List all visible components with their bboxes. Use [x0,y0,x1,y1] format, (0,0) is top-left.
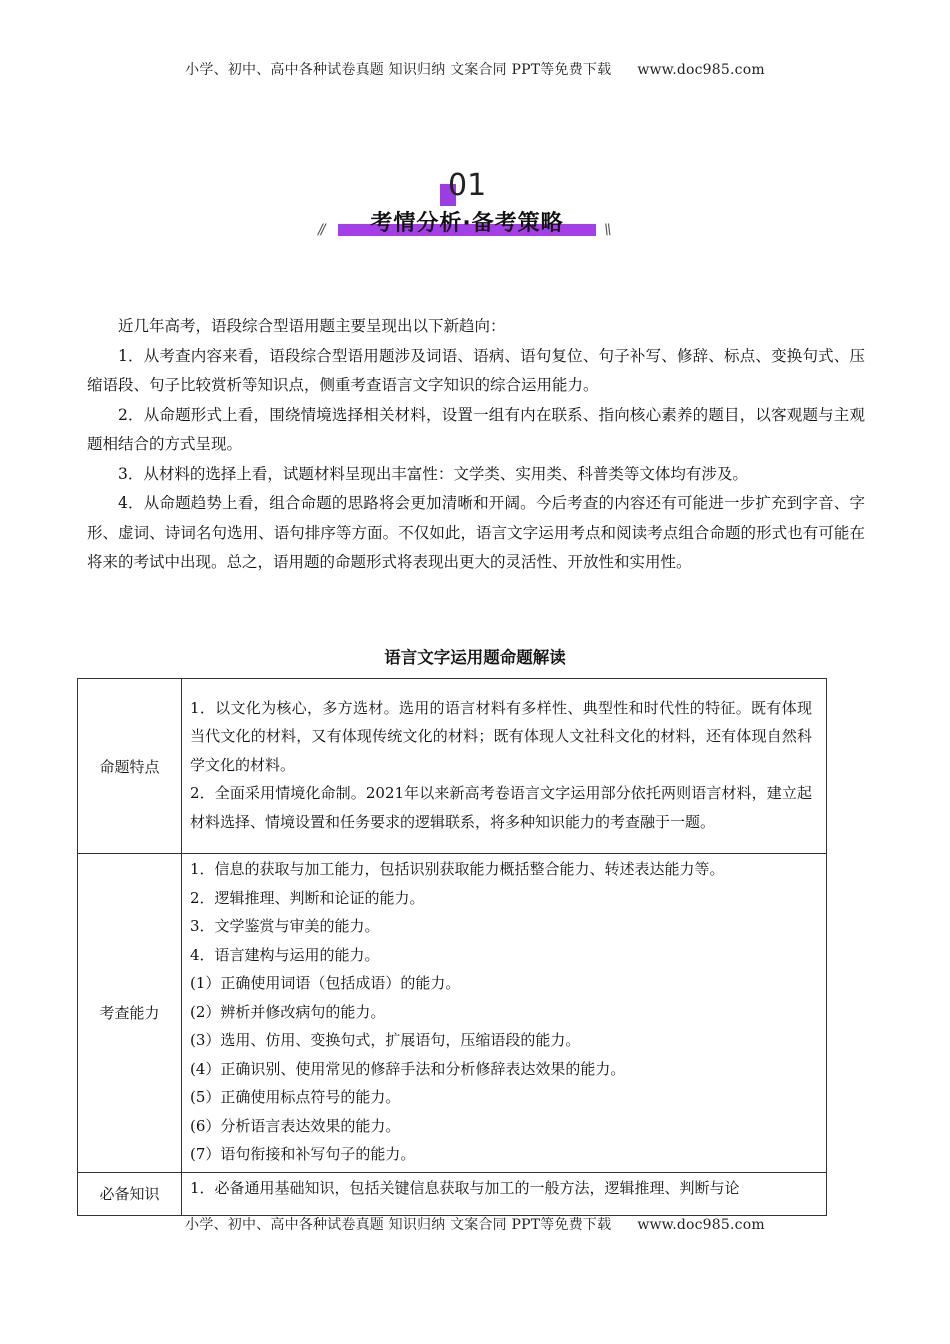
content-line: 3．文学鉴赏与审美的能力。 [190,917,380,935]
page-footer [0,1214,950,1234]
content-line: 1．必备通用基础知识，包括关键信息获取与加工的一般方法，逻辑推理、判断与论 [190,1178,740,1197]
row-label: 必备知识 [78,1172,182,1215]
content-line: (7）语句衔接和补写句子的能力。 [190,1145,416,1163]
page-header [0,59,950,79]
header-text: 小学、初中、高中各种试卷真题 知识归纳 文案合同 PPT等免费下载 [185,62,612,78]
footer-text: 小学、初中、高中各种试卷真题 知识归纳 文案合同 PPT等免费下载 [185,1217,612,1233]
banner-right-decor: \\ [604,222,610,238]
row-content [182,854,827,1173]
intro-paragraph: 4．从命题趋势上看，组合命题的思路将会更加清晰和开阔。今后考查的内容还有可能进一步扩充到字音、字形、虚词、诗词名句选用、语句排序等方面。不仅如此，语言文字运用考点和阅读考点组合命题的形式也有可能在将来的考试中出现。总之，语用题的命题形式将表现出更大的灵活性、开放性和实用性。 [87,494,865,571]
content-line: 1．以文化为核心，多方选材。选用的语言材料有多样性、典型性和时代性的特征。既有体现当代文化的材料，又有体现传统文化的材料；既有体现人文社科文化的材料，还有体现自然科学文化的材料。 [190,698,812,774]
intro-paragraph: 3．从材料的选择上看，试题材料呈现出丰富性：文学类、实用类、科普类等文体均有涉及。 [118,464,748,483]
content-line: 2．全面采用情境化命制。2021年以来新高考卷语言文字运用部分依托两则语言材料，建立起材料选择、情境设置和任务要求的逻辑联系，将多种知识能力的考查融于一题。 [190,784,812,831]
table-row [78,854,827,1173]
row-label: 命题特点 [78,679,182,854]
content-line: 1．信息的获取与加工能力，包括识别获取能力概括整合能力、转述表达能力等。 [190,860,725,878]
content-line: (4）正确识别、使用常见的修辞手法和分析修辞表达效果的能力。 [190,1059,626,1078]
footer-site-link[interactable]: www.doc985.com [637,1217,765,1233]
table-row [78,1172,827,1215]
row-label: 考查能力 [78,854,182,1173]
content-line: (3）选用、仿用、变换句式，扩展语句，压缩语段的能力。 [190,1031,581,1049]
banner-title: 考情分析·备考策略 [370,211,564,236]
intro-paragraph: 2．从命题形式上看，围绕情境选择相关材料，设置一组有内在联系、指向核心素养的题目，以客观题与主观题相结合的方式呈现。 [87,405,865,453]
row-content [182,679,827,854]
intro-paragraph: 近几年高考，语段综合型语用题主要呈现出以下新趋向： [118,317,506,335]
section-banner [0,166,950,246]
content-line: 2．逻辑推理、判断和论证的能力。 [190,888,425,907]
intro-paragraph: 1．从考查内容来看，语段综合型语用题涉及词语、语病、语句复位、句子补写、修辞、标点、变换句式、压缩语段、句子比较赏析等知识点，侧重考查语言文字知识的综合运用能力。 [87,346,865,394]
content-line: (5）正确使用标点符号的能力。 [190,1088,401,1106]
table-row [78,679,827,854]
header-site-link[interactable]: www.doc985.com [637,62,765,78]
content-line: (2）辨析并修改病句的能力。 [190,1002,386,1021]
content-line: (1）正确使用词语（包括成语）的能力。 [190,974,461,992]
banner-number: 01 [448,168,487,203]
row-content [182,1172,827,1215]
table-title: 语言文字运用题命题解读 [384,648,566,667]
content-line: 4．语言建构与运用的能力。 [190,945,380,964]
interpretation-table [77,678,827,1216]
banner-left-decor: // [318,222,324,238]
content-line: (6）分析语言表达效果的能力。 [190,1116,401,1135]
intro-section [87,312,865,578]
